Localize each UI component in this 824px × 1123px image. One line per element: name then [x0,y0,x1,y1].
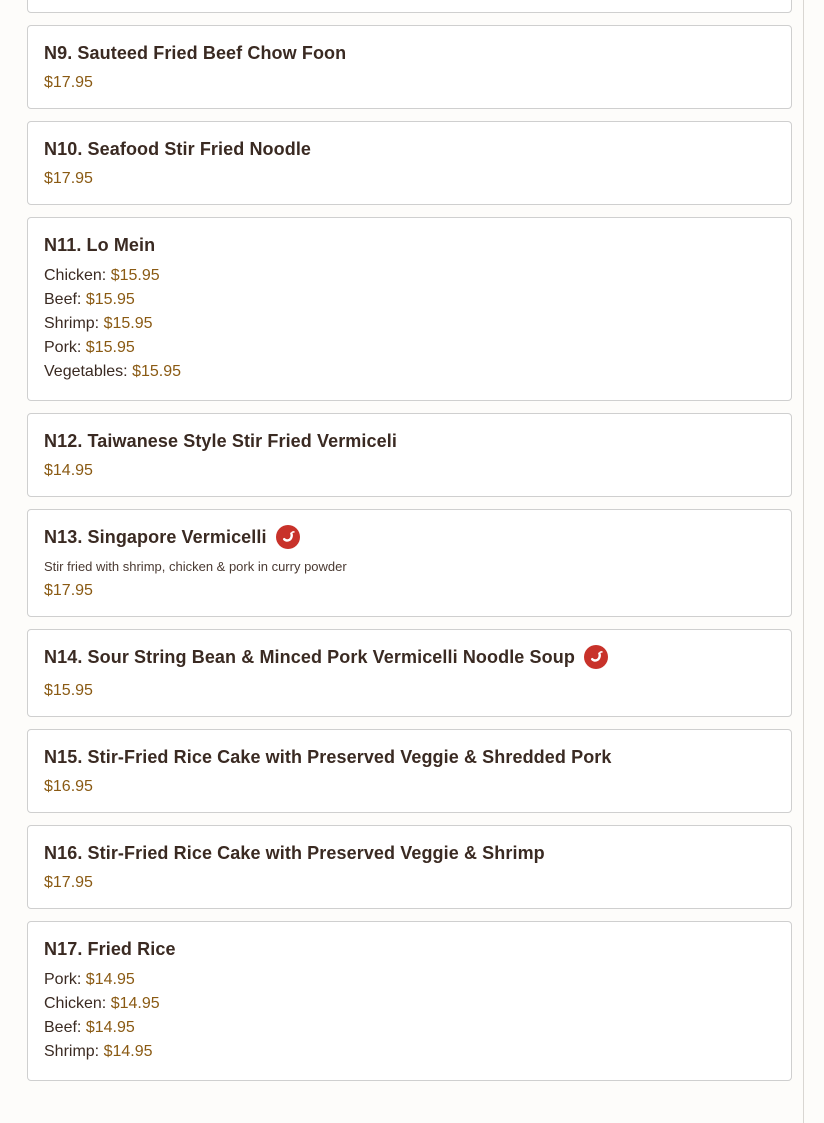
option-label: Chicken: [44,995,107,1012]
menu-item-option [44,1016,775,1040]
menu-item-title: N12. Taiwanese Style Stir Fried Vermiceli [44,430,397,451]
menu-item-price: $17.95 [44,874,93,891]
menu-item-title: N11. Lo Mein [44,234,156,255]
menu-item-card-partial[interactable] [27,0,792,13]
menu-item-list [27,0,792,1093]
menu-item-card[interactable] [27,509,792,617]
menu-item-price: $17.95 [44,170,93,187]
menu-item-option [44,288,775,312]
menu-item-header [44,936,775,962]
menu-item-card[interactable] [27,921,792,1081]
option-price: $15.95 [85,291,135,308]
option-label: Beef: [44,291,82,308]
menu-item-option [44,264,775,288]
menu-item-title: N9. Sauteed Fried Beef Chow Foon [44,42,347,63]
chili-pepper-icon [584,645,608,669]
option-price: $14.95 [85,1019,135,1036]
menu-item-title: N16. Stir-Fried Rice Cake with Preserved Veggie & Shrimp [44,842,545,863]
menu-item-option [44,336,775,360]
menu-item-title: N10. Seafood Stir Fried Noodle [44,138,312,159]
option-price: $15.95 [85,339,135,356]
menu-item-header [44,136,775,162]
menu-item-option [44,1040,775,1064]
menu-item-header [44,744,775,770]
menu-item-header [44,40,775,66]
menu-item-price: $17.95 [44,74,93,91]
option-price: $14.95 [85,971,135,988]
option-label: Pork: [44,339,82,356]
chili-pepper-icon [276,525,300,549]
menu-item-title: N13. Singapore Vermicelli [44,526,267,547]
option-label: Beef: [44,1019,82,1036]
menu-item-header [44,428,775,454]
menu-item-option [44,992,775,1016]
menu-item-price: $15.95 [44,682,93,699]
menu-item-price: $17.95 [44,582,93,599]
option-label: Pork: [44,971,82,988]
menu-item-options [44,968,775,1064]
menu-item-card[interactable] [27,121,792,205]
menu-item-card[interactable] [27,729,792,813]
menu-item-title: N15. Stir-Fried Rice Cake with Preserved Veggie & Shredded Pork [44,746,612,767]
menu-item-card[interactable] [27,25,792,109]
option-label: Shrimp: [44,1043,100,1060]
menu-item-card[interactable] [27,629,792,717]
scroll-divider [803,0,804,1123]
option-price: $15.95 [110,267,160,284]
option-price: $15.95 [103,315,153,332]
menu-item-option [44,968,775,992]
menu-item-title: N17. Fried Rice [44,938,176,959]
option-price: $14.95 [103,1043,153,1060]
menu-item-card[interactable] [27,413,792,497]
menu-item-price: $16.95 [44,778,93,795]
option-label: Chicken: [44,267,107,284]
menu-item-description: Stir fried with shrimp, chicken & pork in curry powder [44,559,347,574]
menu-item-title: N14. Sour String Bean & Minced Pork Vermicelli Noodle Soup [44,646,575,667]
option-price: $15.95 [132,363,182,380]
option-label: Shrimp: [44,315,100,332]
menu-item-header [44,840,775,866]
menu-item-option [44,360,775,384]
menu-item-price: $14.95 [44,462,93,479]
menu-item-header [44,524,775,550]
menu-item-header [44,232,775,258]
menu-item-header [44,644,775,670]
menu-item-option [44,312,775,336]
option-price: $14.95 [110,995,160,1012]
option-label: Vegetables: [44,363,128,380]
menu-item-card[interactable] [27,825,792,909]
menu-item-options [44,264,775,384]
menu-item-card[interactable] [27,217,792,401]
